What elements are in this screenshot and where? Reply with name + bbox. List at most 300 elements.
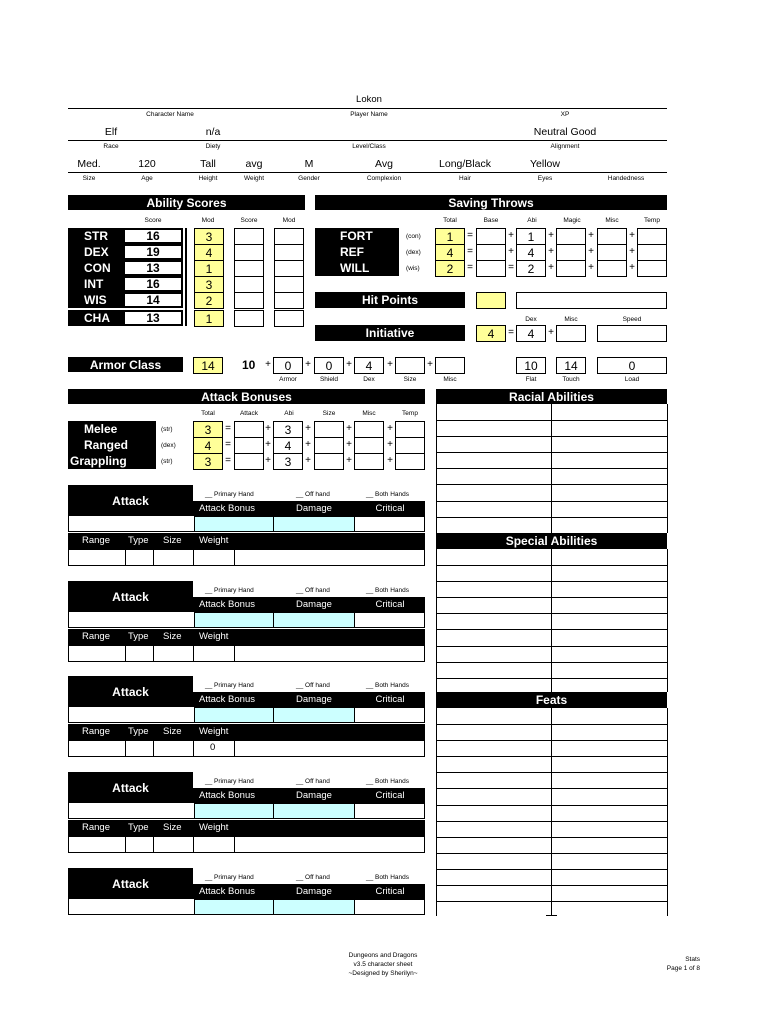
divider (125, 740, 126, 757)
save-abi-field[interactable]: 4 (516, 244, 546, 261)
critical-field[interactable] (354, 803, 425, 819)
hit-points-total-field[interactable] (476, 292, 506, 309)
attack-name-field[interactable] (68, 612, 194, 628)
divider (436, 549, 437, 692)
save-col-total: Total (443, 217, 457, 224)
grid-line (436, 501, 667, 502)
size-label: Size (163, 535, 182, 546)
range-header-row (68, 629, 425, 645)
critical-label: Critical (375, 694, 405, 705)
plus-sign: + (387, 423, 393, 434)
ability-temp-mod-field[interactable] (274, 260, 304, 277)
hit-points-header: Hit Points (315, 292, 465, 308)
attack-name-field[interactable] (68, 516, 194, 532)
label-hair: Hair (459, 175, 471, 182)
hit-points-current-field[interactable] (516, 292, 667, 309)
initiative-label-speed: Speed (622, 316, 642, 323)
divider (193, 836, 194, 853)
attack-type-name: Ranged (84, 438, 129, 452)
plus-sign: + (548, 327, 554, 338)
attack-block-title: Attack (68, 772, 193, 803)
touch-field[interactable]: 14 (556, 357, 586, 374)
ability-temp-mod-field[interactable] (274, 276, 304, 293)
off-hand-checkbox[interactable]: __ Off hand (296, 874, 330, 881)
primary-hand-checkbox[interactable]: __ Primary Hand (205, 491, 254, 498)
off-hand-checkbox[interactable]: __ Off hand (296, 778, 330, 785)
label-weight: Weight (243, 175, 265, 182)
range-header-row (68, 820, 425, 836)
ac-label-armor: Armor (279, 376, 297, 383)
ability-score-field[interactable]: 16 (124, 277, 182, 291)
damage-field[interactable] (274, 899, 354, 915)
ability-temp-score-field[interactable] (234, 292, 264, 309)
attack-ability-abbr: (str) (161, 458, 173, 465)
save-name: FORT (340, 229, 373, 243)
grid-line (436, 517, 667, 518)
grid-line (436, 420, 667, 421)
grid-line (436, 756, 667, 757)
divider (68, 172, 667, 173)
save-col-temp: Temp (644, 217, 660, 224)
both-hands-checkbox[interactable]: __ Both Hands (366, 778, 410, 785)
grid-line (436, 837, 667, 838)
ability-score-field[interactable]: 19 (124, 245, 182, 259)
flat-footed-field[interactable]: 10 (516, 357, 546, 374)
plus-sign: + (548, 246, 554, 257)
damage-label: Damage (296, 503, 332, 514)
ability-mod-field[interactable]: 3 (194, 228, 224, 245)
plus-sign: + (346, 423, 352, 434)
attack-bonus-label: Attack Bonus (199, 886, 255, 897)
armor-bonus-field[interactable]: 0 (273, 357, 303, 374)
attack-abi-field[interactable]: 4 (273, 437, 303, 454)
plus-sign: + (508, 230, 514, 241)
equals-sign: = (467, 246, 473, 257)
shield-bonus-field[interactable]: 0 (314, 357, 344, 374)
attack-name-field[interactable] (68, 803, 194, 819)
initiative-misc-field[interactable] (556, 325, 586, 342)
ability-temp-score-field[interactable] (234, 260, 264, 277)
critical-label: Critical (375, 790, 405, 801)
range-label: Range (82, 535, 110, 546)
save-col-misc: Misc (605, 217, 619, 224)
save-temp-field[interactable] (637, 260, 667, 277)
save-misc-field[interactable] (597, 228, 627, 245)
save-misc-field[interactable] (597, 260, 627, 277)
character-name-value[interactable]: Lokon (356, 94, 382, 105)
divider (667, 549, 668, 692)
divider (125, 645, 126, 662)
race-value[interactable]: Elf (104, 126, 118, 138)
ability-temp-score-field[interactable] (234, 228, 264, 245)
save-temp-field[interactable] (637, 228, 667, 245)
attack-size-field[interactable] (314, 421, 344, 438)
damage-label: Damage (296, 694, 332, 705)
off-hand-checkbox[interactable]: __ Off hand (296, 682, 330, 689)
divider (234, 740, 235, 757)
deity-value[interactable]: n/a (205, 126, 221, 138)
plus-sign: + (629, 262, 635, 273)
plus-sign: + (305, 423, 311, 434)
grid-line (436, 724, 667, 725)
dex-bonus-field[interactable]: 4 (354, 357, 384, 374)
initiative-header: Initiative (315, 325, 465, 341)
attack-ability-abbr: (dex) (161, 442, 176, 449)
range-row (68, 645, 425, 662)
range-row (68, 740, 425, 757)
plus-sign: + (387, 359, 393, 370)
ability-col-score: Score (144, 217, 162, 224)
ac-label-load: Load (624, 376, 640, 383)
ac-label-size: Size (403, 376, 417, 383)
ability-mod-field[interactable]: 1 (194, 260, 224, 277)
save-name: WILL (340, 261, 370, 275)
ability-temp-score-field[interactable] (234, 276, 264, 293)
feats-header: Feats (436, 692, 667, 708)
atk-col-total: Total (201, 410, 215, 417)
divider (125, 836, 126, 853)
attack-base-field[interactable] (234, 421, 264, 438)
plus-sign: + (629, 230, 635, 241)
divider (193, 645, 194, 662)
equals-sign: = (225, 455, 231, 466)
plus-sign: + (548, 230, 554, 241)
atk-col-size: Size (322, 410, 336, 417)
save-name: REF (340, 245, 364, 259)
attack-abi-field[interactable]: 3 (273, 421, 303, 438)
attack-bonus-field[interactable] (194, 612, 274, 628)
save-abi-field[interactable]: 2 (516, 260, 546, 277)
divider (68, 140, 667, 141)
damage-label: Damage (296, 886, 332, 897)
primary-hand-checkbox[interactable]: __ Primary Hand (205, 874, 254, 881)
plus-sign: + (588, 246, 594, 257)
size-value[interactable]: Med. (77, 158, 101, 170)
plus-sign: + (588, 230, 594, 241)
ability-mod-field[interactable]: 1 (194, 310, 224, 327)
divider (551, 549, 552, 692)
ability-temp-mod-field[interactable] (274, 228, 304, 245)
ac-label-touch: Touch (562, 376, 580, 383)
footer-line3: ~Designed by Sherilyn~ (348, 970, 418, 977)
equals-sign: = (225, 439, 231, 450)
equals-sign: = (225, 423, 231, 434)
divider (153, 836, 154, 853)
save-misc-field[interactable] (597, 244, 627, 261)
ability-scores-header: Ability Scores (68, 195, 305, 210)
initiative-dex-field[interactable]: 4 (516, 325, 546, 342)
attack-size-field[interactable] (314, 437, 344, 454)
ability-temp-mod-field[interactable] (274, 292, 304, 309)
grid-line (436, 436, 667, 437)
attack-type-name: Melee (84, 422, 118, 436)
damage-label: Damage (296, 599, 332, 610)
divider (234, 549, 235, 566)
critical-field[interactable] (354, 899, 425, 915)
range-header-row (68, 533, 425, 549)
save-temp-field[interactable] (637, 244, 667, 261)
footer-section: Stats (685, 956, 700, 963)
attack-size-field[interactable] (314, 453, 344, 470)
attack-base-field[interactable] (234, 437, 264, 454)
grid-line (436, 853, 667, 854)
ability-name: DEX (84, 245, 109, 259)
grid-line (436, 805, 667, 806)
grid-line (436, 613, 667, 614)
divider (193, 740, 194, 757)
attack-abi-field[interactable]: 3 (273, 453, 303, 470)
attack-block-title: Attack (68, 485, 193, 516)
equals-sign: = (467, 262, 473, 273)
both-hands-checkbox[interactable]: __ Both Hands (366, 587, 410, 594)
grid-line (436, 597, 667, 598)
ability-temp-mod-field[interactable] (274, 310, 304, 327)
plus-sign: + (265, 423, 271, 434)
ability-name: CON (84, 261, 111, 275)
ability-mod-field[interactable]: 2 (194, 292, 224, 309)
grid-line (436, 646, 667, 647)
ability-score-field[interactable]: 13 (124, 311, 182, 325)
critical-field[interactable] (354, 516, 425, 532)
divider (153, 549, 154, 566)
alignment-value[interactable]: Neutral Good (533, 126, 597, 138)
off-hand-checkbox[interactable]: __ Off hand (296, 491, 330, 498)
label-size: Size (82, 175, 96, 182)
ability-score-field[interactable]: 16 (124, 229, 182, 243)
range-header-row (68, 724, 425, 740)
save-total-field[interactable]: 2 (435, 260, 465, 277)
plus-sign: + (387, 439, 393, 450)
primary-hand-checkbox[interactable]: __ Primary Hand (205, 587, 254, 594)
attack-bonus-field[interactable] (194, 899, 274, 915)
attack-base-field[interactable] (234, 453, 264, 470)
eyes-value[interactable]: Yellow (530, 158, 560, 170)
critical-field[interactable] (354, 707, 425, 723)
gender-value[interactable]: M (304, 158, 314, 170)
ability-name: STR (84, 229, 108, 243)
divider (153, 740, 154, 757)
grid-line (436, 740, 667, 741)
load-field[interactable]: 0 (597, 357, 667, 374)
attack-name-field[interactable] (68, 899, 194, 915)
save-magic-field[interactable] (556, 228, 586, 245)
save-col-magic: Magic (563, 217, 581, 224)
equals-sign: = (467, 230, 473, 241)
attack-temp-field[interactable] (395, 421, 425, 438)
save-base-field[interactable] (476, 260, 506, 277)
divider (546, 915, 557, 916)
save-col-base: Base (483, 217, 499, 224)
critical-field[interactable] (354, 612, 425, 628)
footer-line1: Dungeons and Dragons (348, 952, 418, 959)
ac-label-flat: Flat (525, 376, 537, 383)
plus-sign: + (387, 455, 393, 466)
armor-class-total-field[interactable]: 14 (193, 357, 223, 374)
plus-sign: + (427, 359, 433, 370)
damage-field[interactable] (274, 707, 354, 723)
attack-block-title: Attack (68, 676, 193, 707)
plus-sign: + (305, 439, 311, 450)
ability-col-temp-score: Score (240, 217, 258, 224)
label-deity: Diety (205, 143, 221, 150)
initiative-label-dex: Dex (525, 316, 537, 323)
size-label: Size (163, 726, 182, 737)
ability-name: INT (84, 277, 104, 291)
save-total-field[interactable]: 1 (435, 228, 465, 245)
divider (193, 549, 194, 566)
armor-class-base: 10 (242, 358, 256, 372)
hair-value[interactable]: Long/Black (439, 158, 491, 170)
save-magic-field[interactable] (556, 244, 586, 261)
ability-temp-score-field[interactable] (234, 244, 264, 261)
critical-label: Critical (375, 886, 405, 897)
label-eyes: Eyes (537, 175, 553, 182)
attack-name-field[interactable] (68, 707, 194, 723)
plus-sign: + (346, 455, 352, 466)
grid-line (436, 565, 667, 566)
attack-total-field[interactable]: 4 (193, 437, 223, 454)
height-value[interactable]: Tall (200, 158, 216, 170)
attack-misc-field[interactable] (354, 453, 384, 470)
save-ability-abbr: (dex) (406, 249, 421, 256)
save-total-field[interactable]: 4 (435, 244, 465, 261)
attack-bonus-field[interactable] (194, 803, 274, 819)
plus-sign: + (305, 359, 311, 370)
save-ability-abbr: (con) (406, 233, 421, 240)
ability-score-field[interactable]: 13 (124, 261, 182, 275)
range-row (68, 549, 425, 566)
saving-throws-header: Saving Throws (315, 195, 667, 210)
attack-block-title: Attack (68, 868, 193, 899)
grid-line (436, 788, 667, 789)
misc-bonus-field[interactable] (435, 357, 465, 374)
ac-label-dex: Dex (363, 376, 375, 383)
speed-field[interactable] (597, 325, 667, 342)
both-hands-checkbox[interactable]: __ Both Hands (366, 874, 410, 881)
attack-block-title: Attack (68, 581, 193, 612)
type-label: Type (128, 726, 149, 737)
plus-sign: + (346, 359, 352, 370)
weight-value[interactable]: 0 (210, 742, 216, 753)
grid-line (436, 772, 667, 773)
off-hand-checkbox[interactable]: __ Off hand (296, 587, 330, 594)
ability-mod-field[interactable]: 4 (194, 244, 224, 261)
grid-line (436, 629, 667, 630)
attack-temp-field[interactable] (395, 453, 425, 470)
attack-total-field[interactable]: 3 (193, 421, 223, 438)
attack-misc-field[interactable] (354, 437, 384, 454)
weight-label: Weight (199, 535, 229, 546)
type-label: Type (128, 535, 149, 546)
grid-line (436, 533, 667, 534)
critical-label: Critical (375, 503, 405, 514)
both-hands-checkbox[interactable]: __ Both Hands (366, 491, 410, 498)
equals-sign: = (508, 262, 514, 273)
complexion-value[interactable]: Avg (375, 158, 393, 170)
weight-value[interactable]: avg (245, 158, 263, 170)
footer-page: Page 1 of 8 (666, 965, 700, 972)
label-alignment: Alignment (550, 143, 580, 150)
attack-misc-field[interactable] (354, 421, 384, 438)
plus-sign: + (265, 439, 271, 450)
damage-field[interactable] (274, 803, 354, 819)
save-abi-field[interactable]: 1 (516, 228, 546, 245)
divider (234, 836, 235, 853)
ac-label-misc: Misc (443, 376, 457, 383)
plus-sign: + (265, 455, 271, 466)
plus-sign: + (305, 455, 311, 466)
grid-line (436, 581, 667, 582)
ability-mod-field[interactable]: 3 (194, 276, 224, 293)
weight-label: Weight (199, 631, 229, 642)
ability-col-mod: Mod (201, 217, 215, 224)
atk-col-abi: Abi (284, 410, 294, 417)
divider (68, 108, 667, 109)
size-bonus-field[interactable] (395, 357, 425, 374)
primary-hand-checkbox[interactable]: __ Primary Hand (205, 682, 254, 689)
grid-line (436, 678, 667, 679)
divider (153, 645, 154, 662)
save-magic-field[interactable] (556, 260, 586, 277)
size-label: Size (163, 631, 182, 642)
attack-bonus-label: Attack Bonus (199, 790, 255, 801)
equals-sign: = (508, 327, 514, 338)
grid-line (436, 468, 667, 469)
critical-label: Critical (375, 599, 405, 610)
attack-bonus-label: Attack Bonus (199, 694, 255, 705)
plus-sign: + (265, 359, 271, 370)
label-age: Age (141, 175, 153, 182)
damage-field[interactable] (274, 612, 354, 628)
ac-label-shield: Shield (319, 376, 339, 383)
ability-temp-mod-field[interactable] (274, 244, 304, 261)
divider (125, 549, 126, 566)
ability-score-field[interactable]: 14 (124, 293, 182, 307)
attack-bonus-label: Attack Bonus (199, 599, 255, 610)
plus-sign: + (508, 246, 514, 257)
attack-bonus-field[interactable] (194, 707, 274, 723)
plus-sign: + (346, 439, 352, 450)
range-label: Range (82, 822, 110, 833)
both-hands-checkbox[interactable]: __ Both Hands (366, 682, 410, 689)
age-value[interactable]: 120 (138, 158, 156, 170)
grid-line (436, 452, 667, 453)
ability-name: WIS (84, 293, 107, 307)
weight-label: Weight (199, 822, 229, 833)
attack-total-field[interactable]: 3 (193, 453, 223, 470)
grid-line (436, 821, 667, 822)
initiative-total-field[interactable]: 4 (476, 325, 506, 342)
atk-col-attack: Attack (239, 410, 259, 417)
save-col-abi: Abi (527, 217, 537, 224)
plus-sign: + (629, 246, 635, 257)
label-gender: Gender (298, 175, 320, 182)
range-label: Range (82, 631, 110, 642)
save-base-field[interactable] (476, 244, 506, 261)
primary-hand-checkbox[interactable]: __ Primary Hand (205, 778, 254, 785)
attack-bonus-label: Attack Bonus (199, 503, 255, 514)
size-label: Size (163, 822, 182, 833)
ability-temp-score-field[interactable] (234, 310, 264, 327)
save-base-field[interactable] (476, 228, 506, 245)
attack-bonus-field[interactable] (194, 516, 274, 532)
grid-line (436, 885, 667, 886)
attack-type-name: Grappling (70, 454, 127, 468)
divider (667, 404, 668, 533)
range-row (68, 836, 425, 853)
damage-field[interactable] (274, 516, 354, 532)
attack-temp-field[interactable] (395, 437, 425, 454)
